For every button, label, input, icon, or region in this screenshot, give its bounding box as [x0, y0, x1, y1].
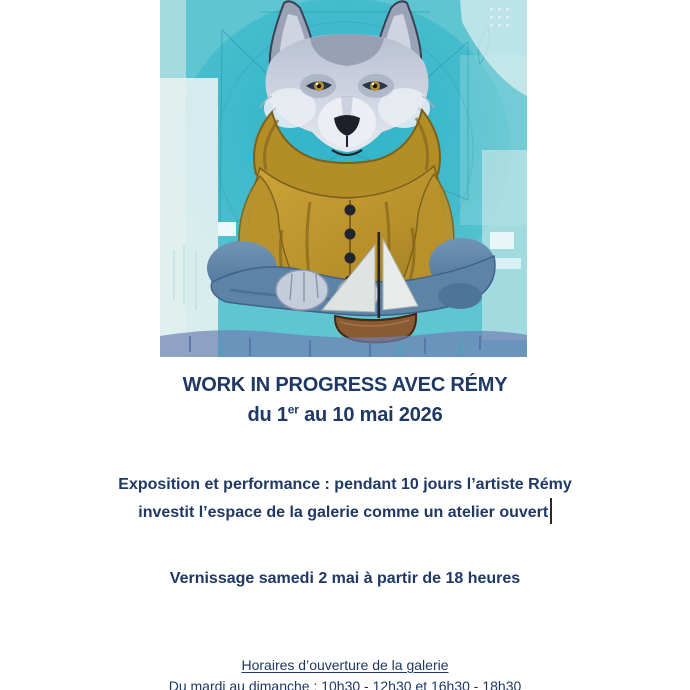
vernissage-text: Vernissage samedi 2 mai à partir de 18 heures: [169, 570, 521, 587]
event-dates: [0, 400, 690, 430]
artwork-image[interactable]: [160, 0, 527, 357]
event-description-block: [0, 472, 690, 526]
vernissage-line: [0, 566, 690, 592]
description-line1: Exposition et performance : pendant 10 jours l’artiste Rémy: [118, 476, 572, 493]
event-dates-ordinal: er: [287, 402, 299, 417]
event-title: [0, 370, 690, 400]
event-dates-prefix: du 1: [247, 404, 288, 426]
opening-hours-block: [0, 655, 690, 690]
description-line2: [0, 498, 690, 526]
text-cursor: [550, 498, 552, 524]
event-title-block: [0, 370, 690, 430]
event-dates-suffix: au 10 mai 2026: [298, 404, 443, 426]
wolf-painting-graphic: [160, 0, 527, 357]
description-line2-text: investit l’espace de la galerie comme un atelier ouvert: [138, 504, 549, 521]
opening-hours-detail: Du mardi au dimanche : 10h30 - 12h30 et 16h30 - 18h30: [168, 678, 522, 690]
opening-hours-title: Horaires d’ouverture de la galerie: [241, 657, 449, 673]
event-title-text: WORK IN PROGRESS AVEC RÉMY: [182, 374, 508, 396]
